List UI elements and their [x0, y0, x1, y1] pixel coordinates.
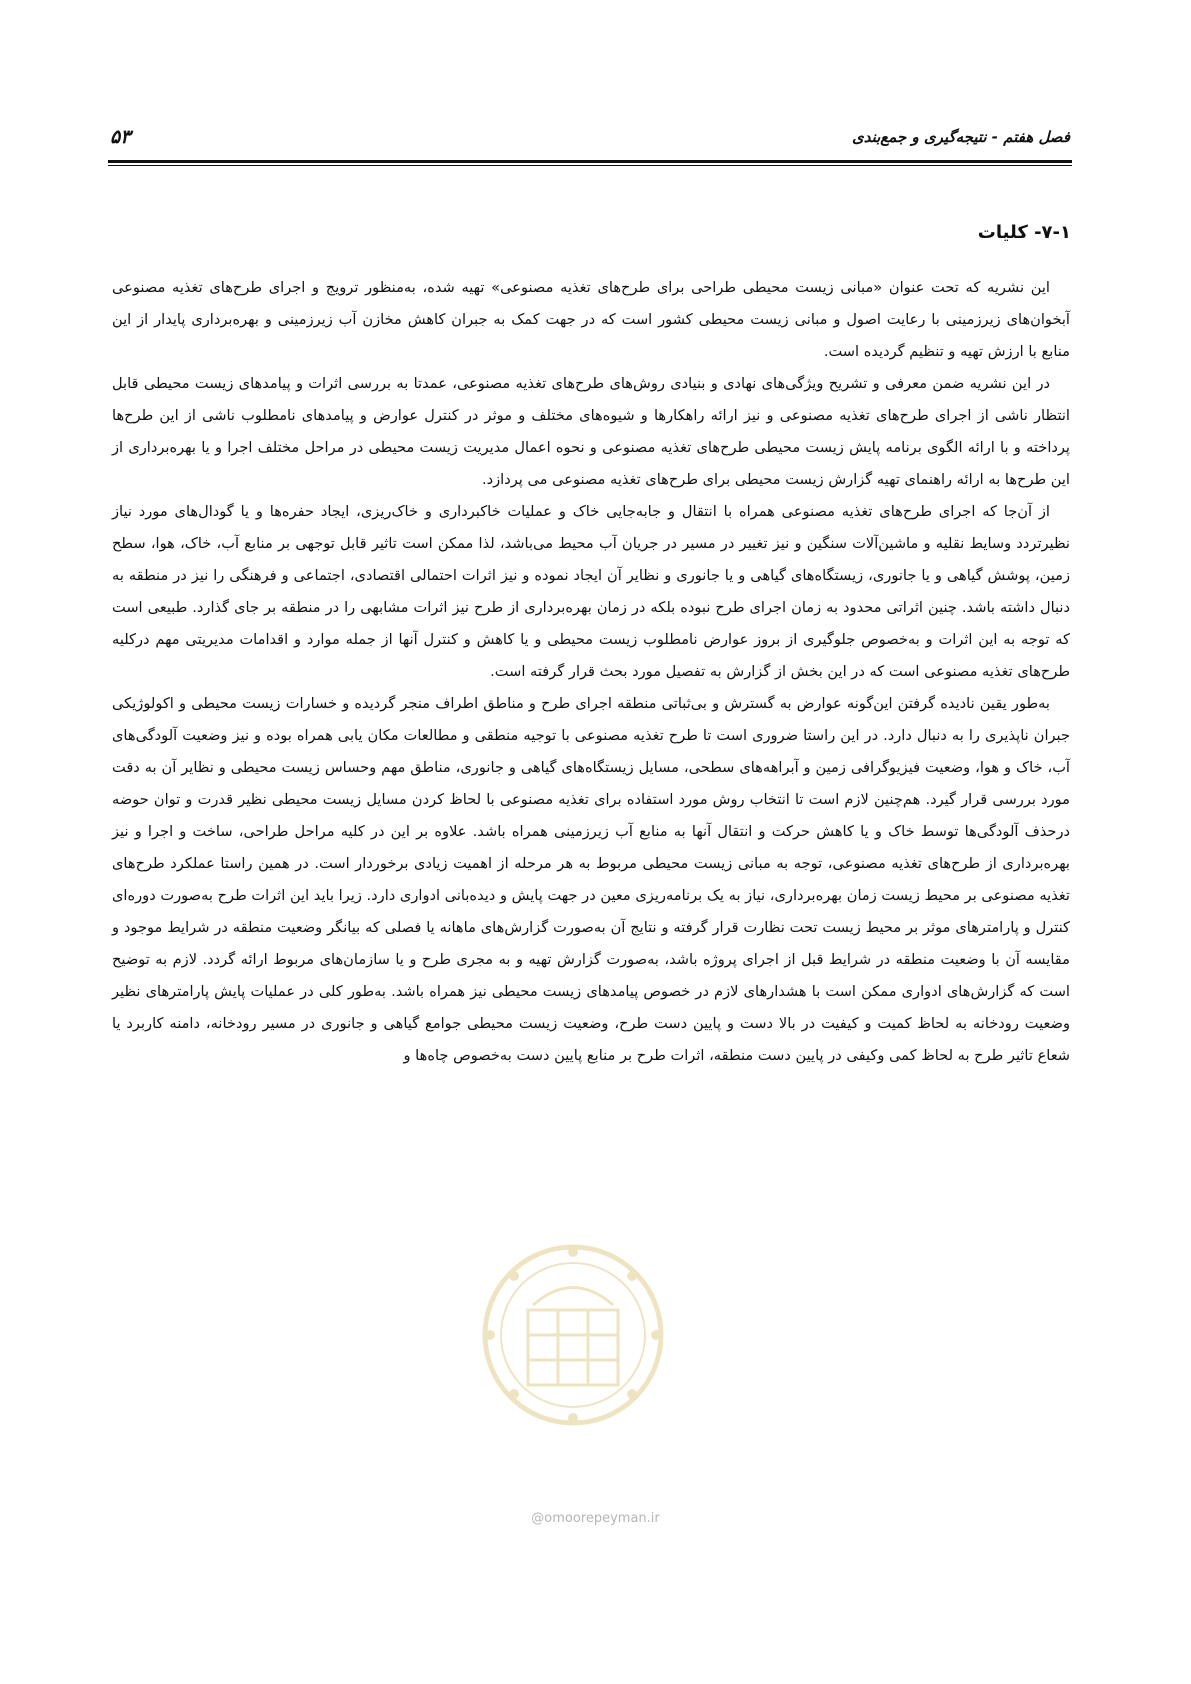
watermark-site-label: @omoorepeyman.ir: [531, 1511, 660, 1526]
section-heading: ۷-۱- کلیات: [977, 222, 1071, 243]
paragraph: از آن‌جا که اجرای طرح‌های تغذیه مصنوعی همراه با انتقال و جابه‌جایی خاک و عملیات خاکبرداری و خاک‌ریزی، ایجاد حفره‌ها و یا گودال‌های مورد نیاز نظیرتردد وسایط نقلیه و ماشین‌آلات سنگین و نیز تغییر در مسیر در جریان آب محیط می‌باشد، لذا ممکن است تاثیر قابل توجهی بر منابع آب، خاک، هوا، سطح زمین، پوشش گیاهی و یا جانوری، زیستگاه‌های گیاهی و یا جانوری و نظایر آن ایجاد نموده و نیز اثرات احتمالی اقتصادی، اجتماعی و فرهنگی را نیز در منطقه به دنبال داشته باشد. چنین اثراتی محدود به زمان اجرای طرح نبوده بلکه در زمان بهره‌برداری از طرح نیز اثرات مشابهی را در منطقه بر جای گذارد. طبیعی است که توجه به این اثرات و به‌خصوص جلوگیری از بروز عوارض نامطلوب زیست محیطی و یا کاهش و کنترل آنها از جمله موارد و اقدامات مدیریتی مهم درکلیه طرح‌های تغذیه مصنوعی است که در این بخش از گزارش به تفصیل مورد بحث قرار گرفته است.: [112, 503, 1070, 680]
header-rule: [108, 160, 1072, 163]
page-header: [110, 128, 1070, 154]
watermark-seal-icon: [478, 1240, 668, 1430]
body-text: [112, 272, 1070, 1072]
header-rule-thin: [108, 165, 1072, 166]
page-number: ۵۳: [110, 126, 131, 148]
paragraph: به‌طور یقین نادیده گرفتن این‌گونه عوارض به گسترش و بی‌ثباتی منطقه اجرای طرح و مناطق اطراف منجر گردیده و خسارات زیست محیطی و اکولوژیکی جبران ناپذیری را به دنبال دارد. در این راستا ضروری است تا طرح تغذیه مصنوعی با توجیه منطقی و مطالعات مکان یابی همراه بوده و نیز وضعیت آلودگی‌های آب، خاک و هوا، وضعیت فیزیوگرافی زمین و آبراهه‌های سطحی، مسایل زیستگاه‌های گیاهی و جانوری، مناطق مهم وحساس زیست محیطی و نظایر آن به دقت مورد بررسی قرار گیرد. هم‌چنین لازم است تا انتخاب روش مورد استفاده برای تغذیه مصنوعی با لحاظ کردن مسایل زیست محیطی نظیر قدرت و توان حوضه درحذف آلودگی‌ها توسط خاک و یا کاهش حرکت و انتقال آنها به منابع آب زیرزمینی همراه باشد. علاوه بر این در کلیه مراحل طراحی، ساخت و اجرا و نیز بهره‌برداری از طرح‌های تغذیه مصنوعی، توجه به مبانی زیست محیطی مربوط به هر مرحله از اهمیت زیادی برخوردار است. در همین راستا عملکرد طرح‌های تغذیه مصنوعی بر محیط زیست زمان بهره‌برداری، نیاز به یک برنامه‌ریزی معین در جهت پایش و دیده‌بانی ادواری دارد. زیرا باید این اثرات طرح به‌صورت دوره‌ای کنترل و پارامترهای موثر بر محیط زیست تحت نظارت قرار گرفته و نتایج آن به‌صورت گزارش‌های ماهانه یا فصلی که بیانگر وضعیت منطقه در شرایط موجود و مقایسه آن با وضعیت منطقه در شرایط قبل از اجرای پروژه باشد، به‌صورت گزارش تهیه و به مجری طرح و یا سازمان‌های مربوط ارائه گردد. لازم به توضیح است که گزارش‌های ادواری ممکن است با هشدارهای لازم در خصوص پیامدهای زیست محیطی نیز همراه باشد. به‌طور کلی در عملیات پایش پارامترهای نظیر وضعیت رودخانه به لحاظ کمیت و کیفیت در بالا دست و پایین دست طرح، وضعیت زیست محیطی جوامع گیاهی و جانوری در مسیر رودخانه، دامنه کاربرد یا شعاع تاثیر طرح به لحاظ کمی وکیفی در پایین دست منطقه، اثرات طرح بر منابع پایین دست به‌خصوص چاه‌ها و: [112, 695, 1070, 1064]
paragraph: در این نشریه ضمن معرفی و تشریح ویژگی‌های نهادی و بنیادی روش‌های طرح‌های تغذیه مصنوعی، عمدتا به بررسی اثرات و پیامدهای زیست محیطی قابل انتظار ناشی از اجرای طرح‌های تغذیه مصنوعی و نیز ارائه راهکارها و شیوه‌های مختلف و موثر در کنترل عوارض و پیامدهای نامطلوب ناشی از این طرح‌ها پرداخته و با ارائه الگوی برنامه پایش زیست محیطی طرح‌های تغذیه مصنوعی و نحوه اعمال مدیریت زیست محیطی در مراحل مختلف اجرا و یا بهره‌برداری از این طرح‌ها به ارائه راهنمای تهیه گزارش زیست محیطی برای طرح‌های تغذیه مصنوعی می پردازد.: [112, 375, 1070, 488]
paragraph: این نشریه که تحت عنوان «مبانی زیست محیطی طراحی برای طرح‌های تغذیه مصنوعی» تهیه شده، به‌منظور ترویج و اجرای طرح‌های تغذیه مصنوعی آبخوان‌های زیرزمینی با رعایت اصول و مبانی زیست محیطی کشور است که در جهت کمک به جبران کاهش مخازن آب زیرزمینی و بهره‌برداری پایدار از این منابع با ارزش تهیه و تنظیم گردیده است.: [112, 279, 1070, 360]
chapter-title: فصل هفتم - نتیجه‌گیری و جمع‌بندی: [851, 128, 1070, 146]
